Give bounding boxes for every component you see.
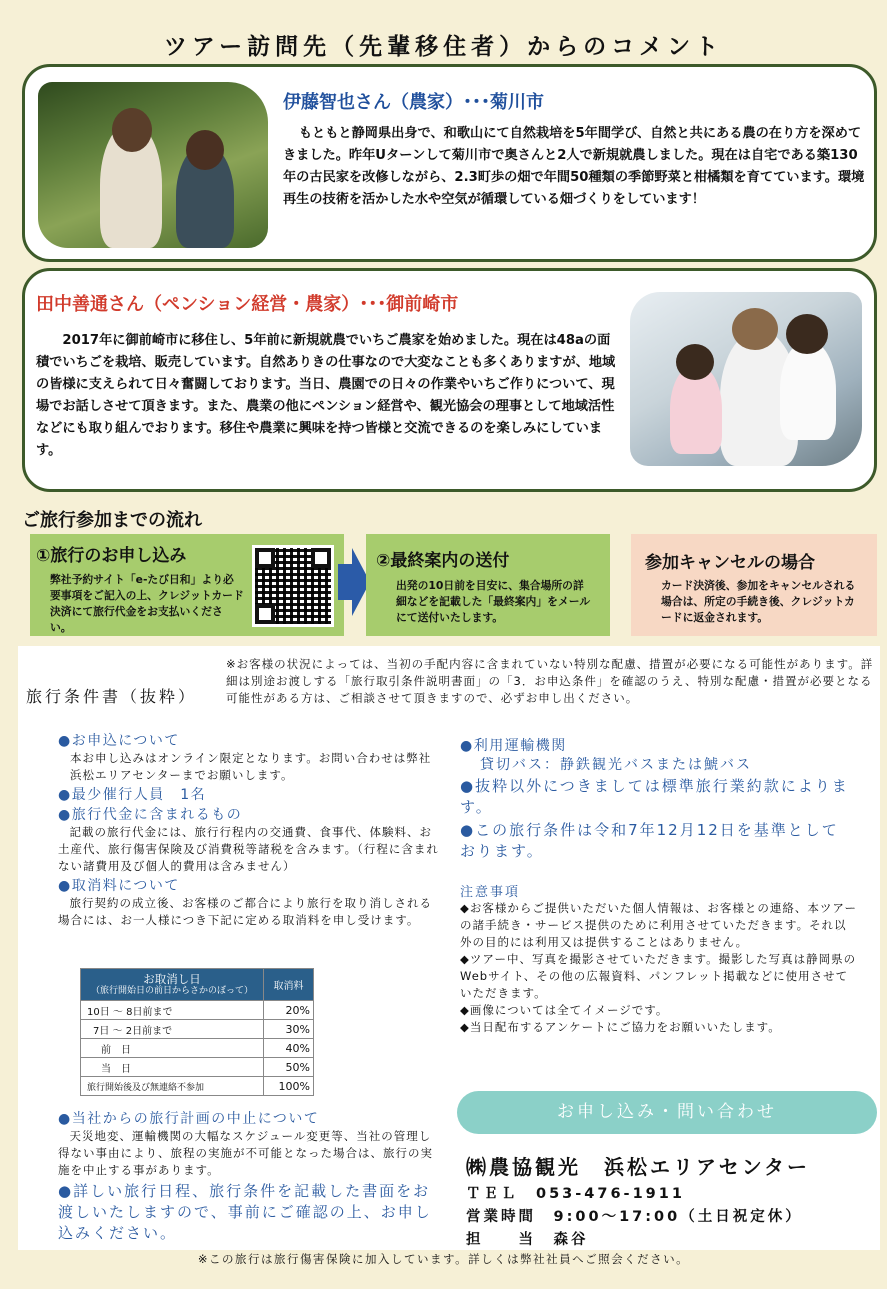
conditions-date-note: ●この旅行条件は令和7年12月12日を基準としております。 bbox=[460, 821, 839, 860]
table-cell-date: 前 日 bbox=[81, 1039, 264, 1058]
contact-staff: 担 当 森谷 bbox=[466, 1232, 589, 1248]
conditions-right-column bbox=[460, 735, 850, 862]
step-apply-title: ①旅行のお申し込み bbox=[36, 546, 187, 566]
qr-code[interactable] bbox=[252, 545, 334, 627]
caution-item: ◆画像については全てイメージです。 bbox=[460, 1003, 669, 1017]
step-final-guide-title: ②最終案内の送付 bbox=[376, 551, 510, 571]
included-heading: ●旅行代金に含まれるもの bbox=[58, 807, 243, 823]
table-row bbox=[81, 1001, 314, 1020]
caution-item: ◆お客様からご提供いただいた個人情報は、お客様との連絡、本ツアーの諸手続き・サービス提供のために利用させていただきます。それ以外の目的には利用又は提供することはありません。 bbox=[460, 901, 857, 949]
step-apply-body: 弊社予約サイト「e-たび日和」より必要事項をご記入の上、クレジットカード決済にて旅行代金をお支払いください。 bbox=[50, 573, 244, 634]
table-header-date bbox=[81, 969, 264, 1001]
included-body: 記載の旅行代金には、旅行行程内の交通費、食事代、体験料、お土産代、旅行傷害保険及び消費税等諸税を含みます。（行程に含まれない諸費用及び個人的費用は含みません） bbox=[58, 825, 439, 873]
table-header-date-label: お取消し日 bbox=[143, 971, 201, 986]
table-cell-date: 10日 ～ 8日前まで bbox=[81, 1001, 264, 1020]
table-row bbox=[81, 1058, 314, 1077]
profile-body-tanaka: 2017年に御前崎市に移住し、5年前に新規就農でいちご農家を始めました。現在は48aの面積でいちごを栽培、販売しています。自然ありきの仕事なので大変なことも多くありますが、地域の皆様に支えられて日々奮闘しております。当日、農園での日々の作業やいちご作りについて、現場でお話しさせて頂きます。また、農業の他にペンション経営や、観光協会の理事として地域活性などにも取り組んでおります。移住や農業に興味を持つ皆様と交流できるのを楽しみにしています。 bbox=[36, 333, 616, 458]
profile-name-ito: 伊藤智也さん（農家）･･･菊川市 bbox=[283, 92, 544, 113]
caution-item: ◆ツアー中、写真を撮影させていただきます。撮影した写真は静岡県のWebサイト、その他の広報資料、パンフレット掲載などに使用させていただきます。 bbox=[460, 952, 857, 1000]
inquiry-button[interactable]: お申し込み・問い合わせ bbox=[457, 1091, 877, 1134]
table-cell-fee: 50% bbox=[264, 1058, 314, 1077]
apply-heading: ●お申込について bbox=[58, 733, 180, 749]
cancellation-by-company-heading: ●当社からの旅行計画の中止について bbox=[58, 1111, 320, 1127]
caution-item: ◆当日配布するアンケートにご協力をお願いいたします。 bbox=[460, 1020, 781, 1034]
transport-heading: ●利用運輸機関 bbox=[460, 738, 567, 754]
caution-list bbox=[460, 900, 858, 1036]
min-participants: ●最少催行人員 1名 bbox=[58, 787, 207, 803]
contact-hours: 営業時間 9:00～17:00（土日祝定休） bbox=[466, 1209, 803, 1225]
table-row bbox=[81, 1077, 314, 1096]
contact-tel: ＴＥＬ 053-476-1911 bbox=[466, 1186, 685, 1202]
table-cell-date: 旅行開始後及び無連絡不参加 bbox=[81, 1077, 264, 1096]
flow-heading: ご旅行参加までの流れ bbox=[22, 510, 202, 531]
table-header-date-sub: （旅行開始日の前日からさかのぼって） bbox=[90, 985, 253, 996]
company-name: ㈱農協観光 浜松エリアセンター bbox=[466, 1155, 810, 1179]
cancel-fee-table bbox=[80, 968, 314, 1096]
table-cell-fee: 40% bbox=[264, 1039, 314, 1058]
footer-note: ※この旅行は旅行傷害保険に加入しています。詳しくは弊社社員へご照会ください。 bbox=[197, 1252, 690, 1266]
conditions-title: 旅行条件書（抜粋） bbox=[26, 687, 198, 706]
page-title: ツアー訪問先（先輩移住者）からのコメント bbox=[163, 34, 724, 60]
conditions-left-bottom bbox=[58, 1108, 442, 1244]
table-cell-date: 当 日 bbox=[81, 1058, 264, 1077]
table-cell-date: 7日 ～ 2日前まで bbox=[81, 1020, 264, 1039]
table-header-fee: 取消料 bbox=[264, 969, 314, 1001]
family-photo bbox=[630, 292, 862, 466]
caution-heading: 注意事項 bbox=[460, 885, 521, 900]
profile-name-tanaka: 田中善通さん（ペンション経営・農家）･･･御前崎市 bbox=[36, 294, 459, 315]
step-final-guide bbox=[366, 534, 610, 636]
cancel-fee-body: 旅行契約の成立後、お客様のご都合により旅行を取り消しされる場合には、お一人様につき下記に定める取消料を申し受けます。 bbox=[58, 896, 432, 927]
standard-terms-note: ●抜粋以外につきましては標準旅行業約款によります。 bbox=[460, 777, 849, 816]
cancel-fee-heading: ●取消料について bbox=[58, 878, 180, 894]
table-row bbox=[81, 1020, 314, 1039]
step-cancel-title: 参加キャンセルの場合 bbox=[645, 553, 815, 573]
table-cell-fee: 100% bbox=[264, 1077, 314, 1096]
detailed-docs-note: ●詳しい旅行日程、旅行条件を記載した書面をお渡しいたしますので、事前にご確認の上、お申し込みください。 bbox=[58, 1182, 432, 1242]
apply-body: 本お申し込みはオンライン限定となります。お問い合わせは弊社浜松エリアセンターまでお願いします。 bbox=[70, 751, 432, 782]
conditions-note: ※お客様の状況によっては、当初の手配内容に含まれていない特別な配慮、措置が必要になる可能性があります。詳細は別途お渡しする「旅行取引条件説明書面」の「3．お申込条件」を確認のうえ、特別な配慮・措置が必要となる可能性がある方は、ご相談させて頂きますので、必ずお申し出ください。 bbox=[226, 657, 874, 705]
transport-body: 貸切バス：静鉄観光バスまたは鯱バス bbox=[480, 757, 752, 773]
step-final-guide-body: 出発の10日前を目安に、集合場所の詳細などを記載した「最終案内」をメールにて送付いたします。 bbox=[396, 579, 591, 624]
step-cancel-body: カード決済後、参加をキャンセルされる場合は、所定の手続き後、クレジットカードに返金されます。 bbox=[661, 579, 856, 624]
table-cell-fee: 30% bbox=[264, 1020, 314, 1039]
farmer-couple-photo bbox=[38, 82, 268, 248]
cancellation-by-company-body: 天災地変、運輸機関の大幅なスケジュール変更等、当社の管理し得ない事由により、旅程の実施が不可能となった場合は、旅行の実施を中止する事があります。 bbox=[58, 1129, 433, 1177]
step-cancel bbox=[631, 534, 877, 636]
conditions-left-column bbox=[58, 730, 440, 929]
table-row bbox=[81, 1039, 314, 1058]
profile-body-ito: もともと静岡県出身で、和歌山にて自然栽培を5年間学び、自然と共にある農の在り方を深めてきました。昨年Uターンして菊川市で奥さんと2人で新規就農しました。現在は自宅である築130年の古民家を改修しながら、2.3町歩の畑で年間50種類の季節野菜と柑橘類を育てています。環境再生の技術を活かした水や空気が循環している畑づくりをしています！ bbox=[283, 126, 865, 207]
table-cell-fee: 20% bbox=[264, 1001, 314, 1020]
